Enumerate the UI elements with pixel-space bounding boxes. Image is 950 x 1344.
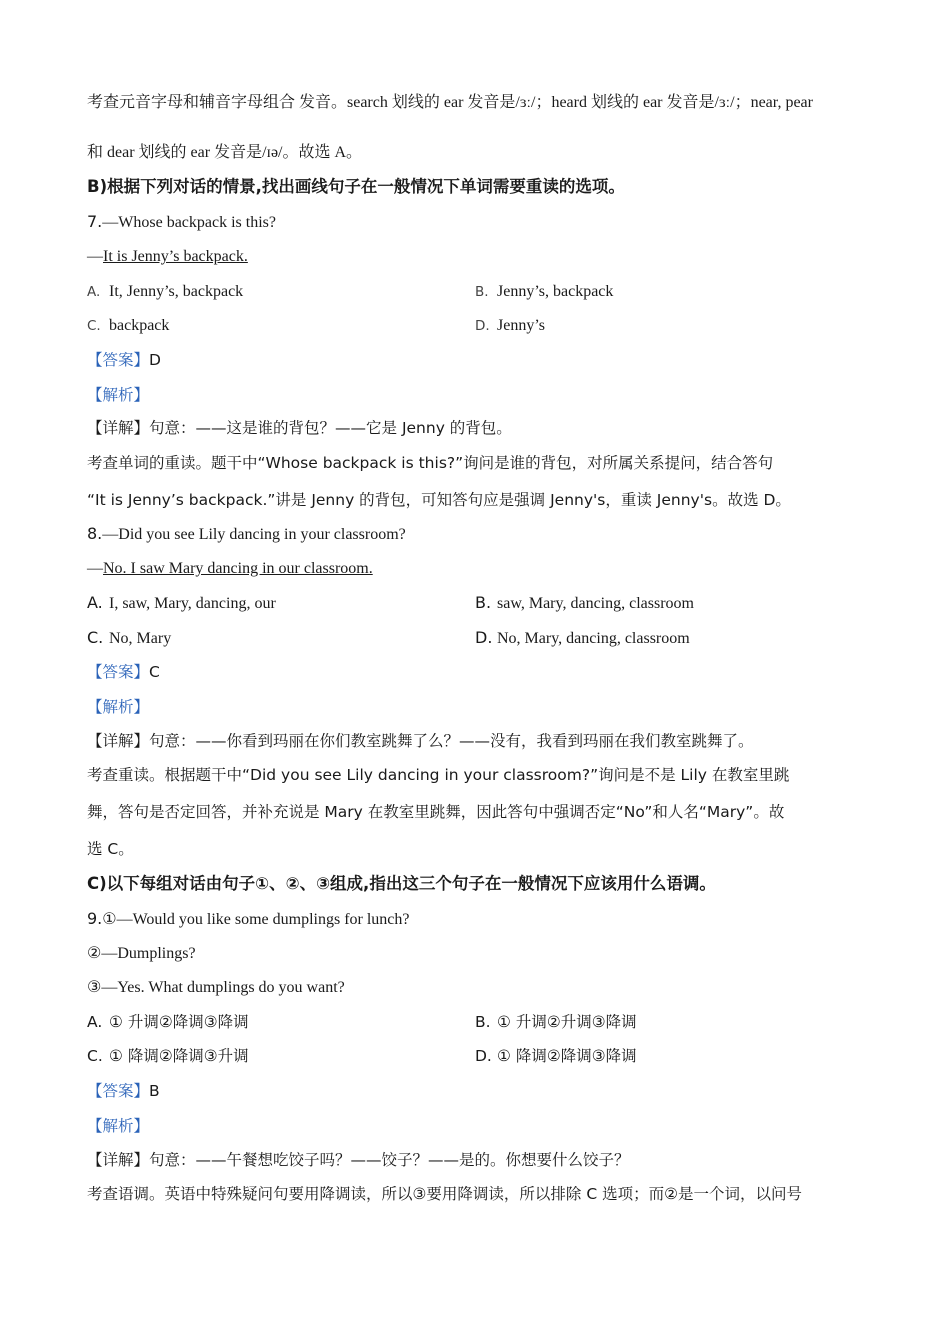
- option-text: ① 升调②升调③降调: [497, 1013, 637, 1031]
- detail-text: 句意：——这是谁的背包？——它是 Jenny 的背包。: [149, 419, 512, 437]
- answer-value: C: [149, 663, 160, 681]
- option-letter: A.: [87, 284, 101, 300]
- q9-answer: [87, 1080, 160, 1102]
- section-c-heading: C)以下每组对话由句子①、②、③组成,指出这三个句子在一般情况下应该用什么语调。: [87, 874, 716, 893]
- q7-line-1: —Whose backpack is this?: [102, 214, 276, 231]
- q8-option-d[interactable]: [475, 627, 690, 650]
- answer-label: 【答案】: [87, 351, 150, 369]
- q8-explanation-line-3: 选 C。: [87, 840, 134, 858]
- q8-line-1: —Did you see Lily dancing in your classroom?: [102, 526, 406, 543]
- option-text: No, Mary, dancing, classroom: [497, 630, 690, 647]
- q8-option-c[interactable]: [87, 627, 171, 650]
- q8-explanation-line-1: 考查重读。根据题干中“Did you see Lily dancing in your classroom?”询问是不是 Lily 在教室里跳: [87, 766, 790, 784]
- option-text: Jenny’s, backpack: [497, 283, 614, 300]
- q7-underlined-sentence: It is Jenny’s backpack.: [103, 248, 248, 265]
- option-letter: C.: [87, 628, 104, 647]
- option-letter: B.: [475, 593, 492, 612]
- q9-analysis-label: 【解析】: [87, 1117, 150, 1135]
- q8-number: 8.: [87, 524, 103, 543]
- q8-response: [87, 558, 373, 580]
- option-text: Jenny’s: [497, 317, 545, 334]
- q7-detail: [87, 417, 512, 439]
- option-letter: C.: [87, 318, 101, 334]
- q6-explanation-line-2: 和 dear 划线的 ear 发音是/ɪə/。故选 A。: [87, 144, 363, 161]
- q7-option-c[interactable]: [87, 315, 169, 337]
- q9-option-a[interactable]: [87, 1011, 249, 1033]
- q8-underlined-sentence: No. I saw Mary dancing in our classroom.: [103, 560, 373, 577]
- option-text: ① 降调②降调③降调: [497, 1047, 637, 1065]
- q8-detail: [87, 730, 754, 752]
- q7-explanation-line-2: “It is Jenny’s backpack.”讲是 Jenny 的背包，可知答句应是强调 Jenny's，重读 Jenny's。故选 D。: [87, 491, 791, 509]
- option-letter: B.: [475, 284, 489, 300]
- option-letter: D.: [475, 318, 490, 334]
- answer-value: D: [149, 351, 161, 369]
- q9-option-d[interactable]: [475, 1045, 637, 1067]
- answer-label: 【答案】: [87, 663, 150, 681]
- option-letter: A.: [87, 1013, 103, 1031]
- detail-label: 【详解】: [87, 1151, 150, 1169]
- q9-option-b[interactable]: [475, 1011, 637, 1033]
- q7-option-a[interactable]: [87, 281, 243, 303]
- q7-option-d[interactable]: [475, 315, 545, 337]
- detail-label: 【详解】: [87, 419, 150, 437]
- q7-dash: —: [87, 248, 103, 265]
- q9-explanation-line-1: 考查语调。英语中特殊疑问句要用降调读，所以③要用降调读，所以排除 C 选项；而②是一个词，以问号: [87, 1185, 802, 1203]
- q8-answer: [87, 661, 160, 683]
- option-letter: B.: [475, 1013, 491, 1031]
- option-text: I, saw, Mary, dancing, our: [109, 595, 276, 612]
- detail-text: 句意：——你看到玛丽在你们教室跳舞了么？——没有，我看到玛丽在我们教室跳舞了。: [149, 732, 754, 750]
- q9-detail: [87, 1149, 630, 1171]
- answer-label: 【答案】: [87, 1082, 150, 1100]
- q7-explanation-line-1: 考查单词的重读。题干中“Whose backpack is this?”询问是谁的背包，对所属关系提问，结合答句: [87, 454, 774, 472]
- option-letter: A.: [87, 593, 103, 612]
- detail-label: 【详解】: [87, 732, 150, 750]
- section-b-heading: B)根据下列对话的情景,找出画线句子在一般情况下单词需要重读的选项。: [87, 177, 625, 196]
- q7-number: 7.: [87, 212, 103, 231]
- answer-value: B: [149, 1082, 160, 1100]
- q8-stem: [87, 523, 406, 546]
- option-text: ① 降调②降调③升调: [109, 1047, 249, 1065]
- option-text: backpack: [109, 317, 170, 334]
- q7-option-b[interactable]: [475, 281, 613, 303]
- q9-number: 9.: [87, 909, 103, 928]
- option-letter: D.: [475, 628, 493, 647]
- option-text: saw, Mary, dancing, classroom: [497, 595, 694, 612]
- q8-explanation-line-2: 舞，答句是否定回答，并补充说是 Mary 在教室里跳舞，因此答句中强调否定“No”和人名“Mary”。故: [87, 803, 785, 821]
- q9-line-1: ①—Would you like some dumplings for lunch?: [102, 911, 410, 928]
- q9-stem: [87, 908, 410, 931]
- q7-response: [87, 246, 248, 268]
- option-text: It, Jenny’s, backpack: [109, 283, 244, 300]
- q8-dash: —: [87, 560, 103, 577]
- q7-stem: [87, 211, 276, 234]
- q7-answer: [87, 349, 161, 371]
- q6-explanation-line-1: 考查元音字母和辅音字母组合 发音。search 划线的 ear 发音是/ɜː/；heard 划线的 ear 发音是/ɜː/；near, pear: [87, 94, 813, 111]
- option-letter: C.: [87, 1047, 103, 1065]
- q9-line-3: ③—Yes. What dumplings do you want?: [87, 979, 345, 996]
- q9-line-2: ②—Dumplings?: [87, 945, 196, 962]
- option-text: No, Mary: [109, 630, 172, 647]
- option-text: ① 升调②降调③降调: [109, 1013, 249, 1031]
- option-letter: D.: [475, 1047, 492, 1065]
- q8-analysis-label: 【解析】: [87, 698, 150, 716]
- detail-text: 句意：——午餐想吃饺子吗？——饺子？——是的。你想要什么饺子？: [149, 1151, 630, 1169]
- q7-analysis-label: 【解析】: [87, 386, 150, 404]
- q8-option-b[interactable]: [475, 592, 694, 615]
- q9-option-c[interactable]: [87, 1045, 249, 1067]
- q8-option-a[interactable]: [87, 592, 276, 615]
